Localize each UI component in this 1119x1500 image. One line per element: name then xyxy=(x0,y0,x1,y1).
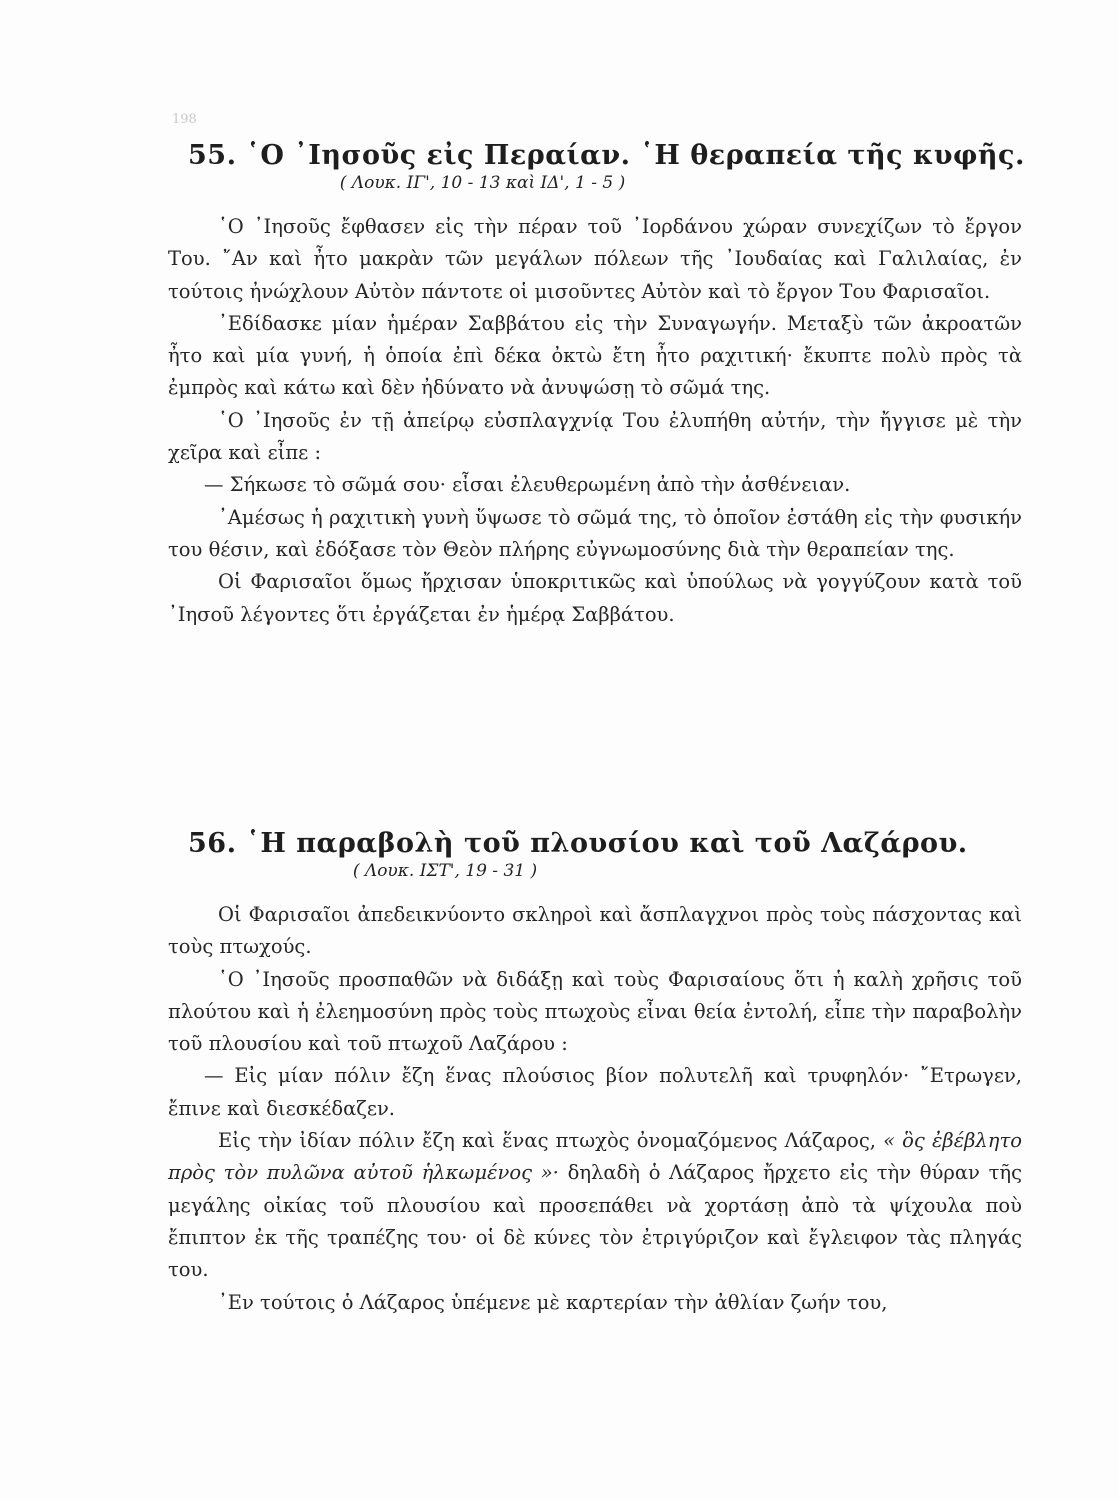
paragraph-text: Εἰς τὴν ἰδίαν πόλιν ἔζη καὶ ἕνας πτωχὸς ὀνομαζόμενος Λάζαρος, xyxy=(218,1129,876,1153)
section-heading: 56. ῾Η παραβολὴ τοῦ πλουσίου καὶ τοῦ Λαζάρου. xyxy=(188,828,968,859)
paragraph: Οἱ Φαρισαῖοι ἀπεδεικνύοντο σκληροὶ καὶ ἄσπλαγχνοι πρὸς τοὺς πάσχοντας καὶ τοὺς πτωχούς. xyxy=(168,903,1022,959)
scripture-reference: ( Λουκ. ΙΓ', 10 - 13 καὶ ΙΔ', 1 - 5 ) xyxy=(339,173,626,193)
paragraph: ῾Ο ᾿Ιησοῦς ἐν τῇ ἀπείρῳ εὐσπλαγχνίᾳ Του ἐλυπήθη αὐτήν, τὴν ἤγγισε μὲ τὴν χεῖρα καὶ εἶπε : xyxy=(168,408,1022,465)
paragraph: ῾Ο ᾿Ιησοῦς προσπαθῶν νὰ διδάξῃ καὶ τοὺς Φαρισαίους ὅτι ἡ καλὴ χρῆσις τοῦ πλούτου καὶ ἡ ἐλεημοσύνη πρὸς τοὺς πτωχοὺς εἶναι θεία ἐντολή, εἶπε τὴν παραβολὴν τοῦ πλουσίου καὶ τοῦ πτωχοῦ Λαζάρου : xyxy=(168,967,1022,1056)
scripture-reference: ( Λουκ. ΙΣΤ', 19 - 31 ) xyxy=(352,861,538,881)
dialogue-line: — Σήκωσε τὸ σῶμά σου· εἶσαι ἐλευθερωμένη ἀπὸ τὴν ἀσθένειαν. xyxy=(204,473,851,497)
paragraph: Οἱ Φαρισαῖοι ὅμως ἤρχισαν ὑποκριτικῶς καὶ ὑπούλως νὰ γογγύζουν κατὰ τοῦ ᾿Ιησοῦ λέγοντες ὅτι ἐργάζεται ἐν ἡμέρᾳ Σαββάτου. xyxy=(168,570,1022,626)
paragraph xyxy=(168,1125,1022,1286)
section-heading: 55. ῾Ο ᾿Ιησοῦς εἰς Περαίαν. ῾Η θεραπεία τῆς κυφῆς. xyxy=(188,140,1025,171)
section-56 xyxy=(168,828,1022,1319)
section-55 xyxy=(168,140,1025,631)
dialogue-line: — Εἰς μίαν πόλιν ἔζη ἕνας πλούσιος βίον πολυτελῆ καὶ τρυφηλόν· ῎Ετρωγεν, ἔπινε καὶ διεσκέδαζεν. xyxy=(168,1064,1022,1120)
page-number: 198 xyxy=(172,112,197,127)
paragraph: ᾿Εδίδασκε μίαν ἡμέραν Σαββάτου εἰς τὴν Συναγωγήν. Μεταξὺ τῶν ἀκροατῶν ἦτο καὶ μία γυνή, ἡ ὁποία ἐπὶ δέκα ὀκτὼ ἔτη ἦτο ραχιτική· ἔκυπτε πολὺ πρὸς τὰ ἐμπρὸς καὶ κάτω καὶ δὲν ἠδύνατο νὰ ἀνυψώσῃ τὸ σῶμά της. xyxy=(168,311,1022,400)
paragraph: ῾Ο ᾿Ιησοῦς ἔφθασεν εἰς τὴν πέραν τοῦ ᾿Ιορδάνου χώραν συνεχίζων τὸ ἔργον Του. ῎Αν καὶ ἦτο μακρὰν τῶν μεγάλων πόλεων τῆς ᾿Ιουδαίας καὶ Γαλιλαίας, ἐν τούτοις ἠνώχλουν Αὐτὸν πάντοτε οἱ μισοῦντες Αὐτὸν καὶ τὸ ἔργον Του Φαρισαῖοι. xyxy=(168,215,1022,303)
paragraph: ᾿Αμέσως ἡ ραχιτικὴ γυνὴ ὕψωσε τὸ σῶμά της, τὸ ὁποῖον ἐστάθη εἰς τὴν φυσικήν του θέσιν, καὶ ἐδόξασε τὸν Θεὸν πλήρης εὐγνωμοσύνης διὰ τὴν θεραπείαν της. xyxy=(168,505,1022,561)
paragraph-text: δηλαδὴ ὁ Λάζαρος ἤρχετο εἰς τὴν θύραν τῆς μεγάλης οἰκίας τοῦ πλουσίου καὶ προσεπάθει νὰ χορτάσῃ ἀπὸ τὰ ψίχουλα ποὺ ἔπιπτον ἐκ τῆς τραπέζης του· οἱ δὲ κύνες τὸν ἐτριγύριζον καὶ ἔγλειφον τὰς πληγάς του. xyxy=(168,1161,1022,1282)
scripture-quote: « ὃς ἐβέβλητο πρὸς τὸν πυλῶνα αὐτοῦ ἡλκωμένος »· xyxy=(168,1129,1023,1185)
paragraph: ᾿Εν τούτοις ὁ Λάζαρος ὑπέμενε μὲ καρτερίαν τὴν ἀθλίαν ζωήν του, xyxy=(218,1290,888,1314)
